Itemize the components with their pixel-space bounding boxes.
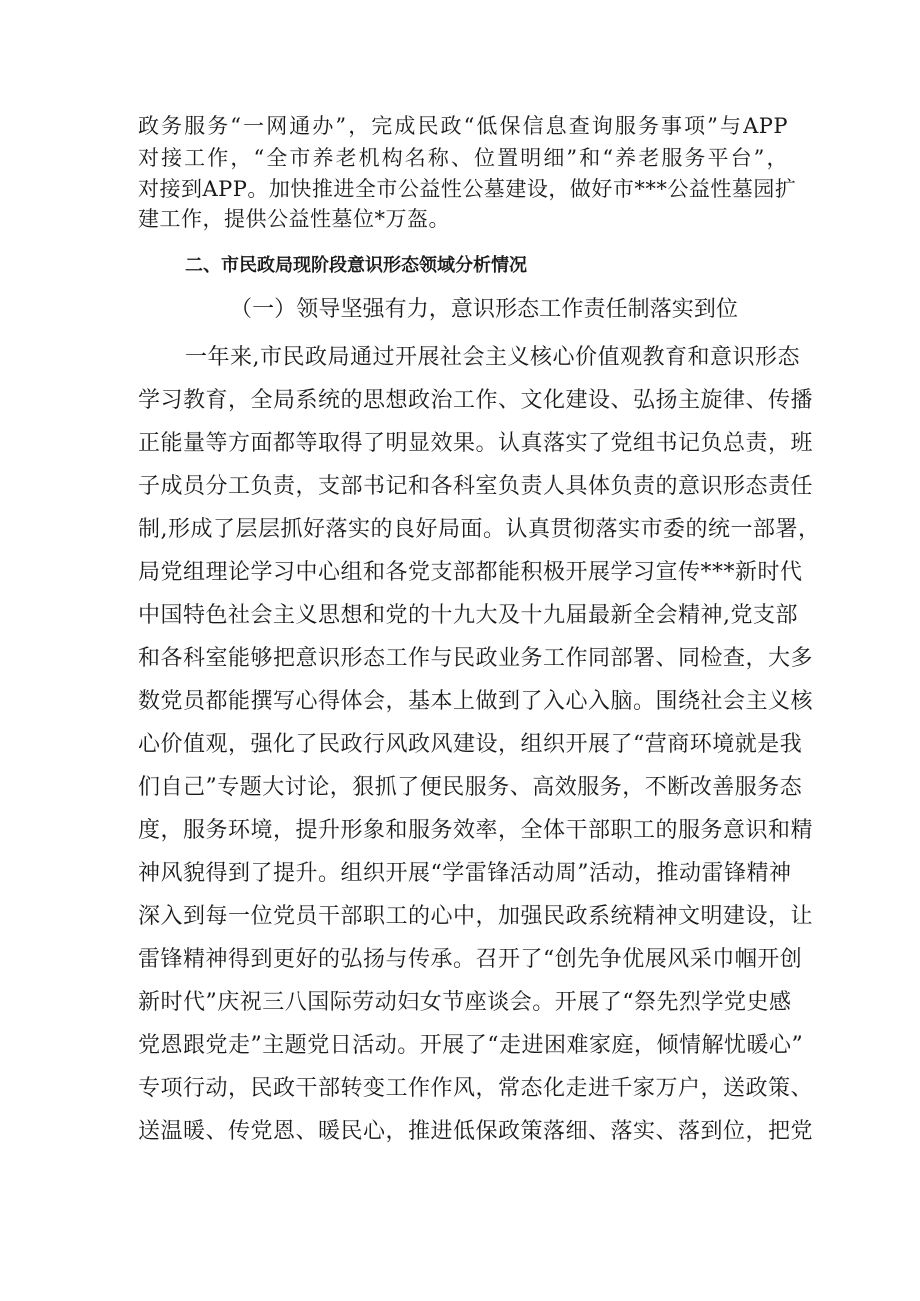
body-line: 深入到每一位党员干部职工的心中，加强民政系统精神文明建设，让 xyxy=(138,904,814,929)
body-line: 雷锋精神得到更好的弘扬与传承。召开了“创先争优展风采巾帼开创 xyxy=(138,947,803,972)
body-line: 们自己”专题大讨论，狠抓了便民服务、高效服务，不断改善服务态 xyxy=(138,775,803,800)
body-line: 子成员分工负责，支部书记和各科室负责人具体负责的意识形态责任 xyxy=(138,474,814,499)
body-line: 数党员都能撰写心得体会，基本上做到了入心入脑。围绕社会主义核 xyxy=(138,689,814,714)
intro-line: 对接到APP。加快推进全市公益性公墓建设，做好市***公益性墓园扩 xyxy=(138,177,797,201)
intro-line: 对接工作，“全市养老机构名称、位置明细”和“养老服务平台”， xyxy=(138,146,788,170)
body-line: 中国特色社会主义思想和党的十九大及十九届最新全会精神,党支部 xyxy=(138,603,798,628)
intro-line: 建工作，提供公益性墓位*万盔。 xyxy=(138,207,450,231)
body-line: 局党组理论学习中心组和各党支部都能积极开展学习宣传***新时代 xyxy=(138,560,803,585)
body-line: 新时代”庆祝三八国际劳动妇女节座谈会。开展了“祭先烈学党史感 xyxy=(138,990,792,1015)
body-line: 和各科室能够把意识形态工作与民政业务工作同部署、同检查，大多 xyxy=(138,646,814,671)
body-line: 正能量等方面都等取得了明显效果。认真落实了党组书记负总责，班 xyxy=(138,431,814,456)
body-line: 制,形成了层层抓好落实的良好局面。认真贯彻落实市委的统一部署， xyxy=(138,517,821,542)
body-line: 一年来,市民政局通过开展社会主义核心价值观教育和意识形态 xyxy=(185,345,800,370)
subsection-heading: （一）领导坚强有力，意识形态工作责任制落实到位 xyxy=(230,297,738,322)
body-line: 心价值观，强化了民政行风政风建设，组织开展了“营商环境就是我 xyxy=(138,732,803,757)
section-heading: 二、市民政局现阶段意识形态领域分析情况 xyxy=(185,255,527,276)
body-line: 专项行动，民政干部转变工作作风，常态化走进千家万户，送政策、 xyxy=(138,1076,814,1101)
body-line: 送温暖、传党恩、暖民心，推进低保政策落细、落实、落到位，把党 xyxy=(138,1119,814,1144)
intro-line: 政务服务“一网通办”，完成民政“低保信息查询服务事项”与APP xyxy=(138,114,788,138)
body-line: 神风貌得到了提升。组织开展“学雷锋活动周”活动，推动雷锋精神 xyxy=(138,861,792,886)
body-line: 度，服务环境，提升形象和服务效率，全体干部职工的服务意识和精 xyxy=(138,818,814,843)
body-line: 学习教育，全局系统的思想政治工作、文化建设、弘扬主旋律、传播 xyxy=(138,388,814,413)
body-line: 党恩跟党走”主题党日活动。开展了“走进困难家庭，倾情解忧暖心” xyxy=(138,1033,804,1058)
